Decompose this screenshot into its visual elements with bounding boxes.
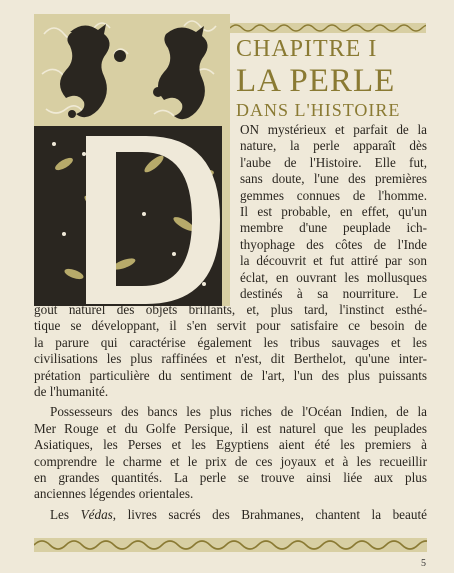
- text-line: en grandes quantités. La perle se trouve ainsi liée aux plus: [34, 470, 427, 486]
- text-line: Asiatiques, les Perses et les Egyptiens aient été les premiers à: [34, 437, 427, 453]
- text-line: tique se développant, il s'en servit pour satisfaire ce besoin de: [34, 318, 427, 334]
- chapter-subtitle: DANS L'HISTOIRE: [236, 100, 401, 120]
- chapter-heading: [236, 36, 426, 120]
- text-line: Possesseurs des bancs les plus riches de l'Océan Indien, de la: [50, 404, 427, 420]
- text-line: ON mystérieux et parfait de la: [240, 122, 427, 137]
- text-line: nature, la perle apparaît dès: [240, 138, 427, 154]
- text-line: comprendre le charme et le prix de ces joyaux et à les recueillir: [34, 453, 427, 469]
- footer-band-ornament: [34, 538, 427, 552]
- text-line: anciennes légendes orientales.: [34, 486, 194, 502]
- text-line: la parure qui caractérise également les tribus sauvages et les: [34, 334, 427, 350]
- text-line: sans doute, l'une des premières: [240, 171, 427, 187]
- text-line: gemmes connues de l'homme.: [240, 187, 427, 203]
- text-fragment: , livres sacrés des Brahmanes, chantent la beauté: [112, 506, 428, 522]
- text-line: de l'humanité.: [34, 384, 109, 400]
- text-fragment: Les: [50, 506, 81, 522]
- chapter-number: CHAPITRE I: [236, 36, 378, 62]
- first-paragraph-column: [240, 122, 427, 302]
- italic-title: Védas: [80, 506, 113, 522]
- text-line: goût naturel des objets brillants, et, plus tard, l'instinct esthé-: [34, 302, 427, 317]
- chapter-title: LA PERLE: [236, 63, 396, 99]
- text-line: Mer Rouge et du Golfe Persique, il est naturel que les peuplades: [34, 420, 427, 436]
- text-line: [34, 507, 427, 523]
- text-line: Il est probable, en effet, qu'un: [240, 204, 427, 220]
- text-line: la découvrit et fut attiré par son: [240, 253, 427, 269]
- text-line: prétation particulière du sentiment de l'art, l'un des plus puissants: [34, 367, 427, 383]
- body-text: [34, 302, 427, 523]
- page-number: 5: [421, 558, 426, 569]
- text-line: thyophage des côtes de l'Inde: [240, 236, 427, 252]
- text-line: destinés à sa nourriture. Le: [240, 286, 427, 302]
- text-line: éclat, en ouvrant les mollusques: [240, 269, 427, 285]
- text-line: civilisations les plus raffinées et n'est, dit Berthelot, qu'une inter-: [34, 351, 427, 367]
- header-band-ornament: [230, 23, 426, 33]
- text-line: l'aube de l'Histoire. Elle fut,: [240, 154, 427, 170]
- text-line: membre d'une peuplade ich-: [240, 220, 427, 236]
